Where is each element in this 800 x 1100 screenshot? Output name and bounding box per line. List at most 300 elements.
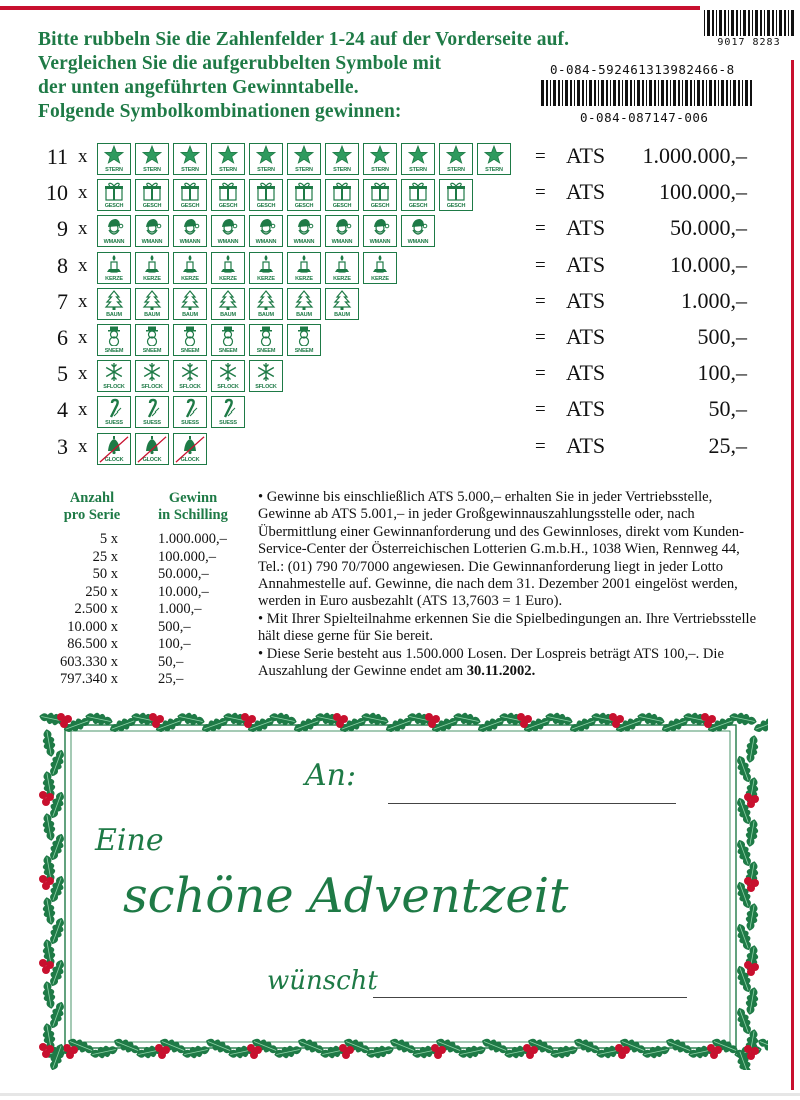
symbol-label: SFLOCK	[103, 384, 125, 391]
symbol-box	[211, 324, 245, 356]
gewinn-cell: 50.000,–	[158, 566, 209, 582]
symbol-label: WMANN	[179, 239, 201, 246]
symbol-box	[287, 215, 321, 247]
symbol-box	[135, 288, 169, 320]
symbol-label: GESCH	[142, 203, 162, 210]
to-line[interactable]	[388, 803, 676, 804]
gewinn-cell: 500,–	[158, 618, 191, 635]
symbol-label: GLOCK	[180, 456, 200, 463]
symbol-box	[97, 433, 131, 465]
symbol-label: SFLOCK	[141, 384, 163, 391]
tree-icon	[294, 290, 314, 310]
star-icon	[104, 145, 124, 165]
serial-number-bottom: 0-084-087147-006	[580, 110, 709, 125]
gift-icon	[332, 181, 352, 201]
symbol-group	[97, 143, 511, 175]
symbol-box	[211, 396, 245, 428]
terms-notes	[258, 489, 768, 680]
symbol-count: 5	[57, 361, 68, 387]
note-series	[258, 646, 768, 681]
symbol-label: SUESS	[105, 420, 123, 427]
note-conditions: • Mit Ihrer Spielteilnahme erkennen Sie die Spielbedingungen an. Ihre Vertriebsstelle hält diese gerne für Sie bereit.	[258, 610, 757, 645]
candy-cane-icon	[218, 398, 238, 418]
snowman-icon	[218, 326, 238, 346]
table-row	[40, 636, 240, 654]
symbol-label: WMANN	[255, 239, 277, 246]
instruction-line-2: Vergleichen Sie die aufgerubbelten Symbole mit	[38, 53, 442, 74]
candy-cane-icon	[180, 398, 200, 418]
symbol-label: GLOCK	[142, 456, 162, 463]
currency-label: ATS	[566, 360, 606, 386]
symbol-label: STERN	[257, 167, 275, 173]
eine-text: Eine	[95, 823, 164, 858]
snowman-icon	[294, 326, 314, 346]
top-red-edge	[0, 6, 700, 10]
equals-sign: =	[535, 290, 546, 312]
symbol-box	[173, 252, 207, 284]
symbol-label: SFLOCK	[179, 384, 201, 391]
times-sign: x	[78, 146, 88, 167]
symbol-label: GESCH	[218, 203, 238, 210]
prize-amount: 50.000,–	[670, 215, 747, 241]
table-row	[40, 654, 240, 672]
symbol-box	[249, 360, 283, 392]
snowman-icon	[256, 326, 276, 346]
symbol-label: WMANN	[141, 239, 163, 246]
tree-icon	[180, 290, 200, 310]
equals-sign: =	[535, 218, 546, 240]
santa-icon	[142, 217, 162, 237]
gewinn-cell: 10.000,–	[158, 583, 209, 600]
symbol-label: GESCH	[408, 203, 428, 210]
symbol-label: GESCH	[256, 203, 276, 210]
symbol-label: KERZE	[295, 275, 313, 282]
symbol-label: SNEEM	[218, 348, 238, 354]
santa-icon	[104, 217, 124, 237]
gewinn-cell: 100.000,–	[158, 548, 216, 565]
prize-amount: 500,–	[697, 324, 747, 349]
symbol-group	[97, 252, 397, 284]
santa-icon	[332, 217, 352, 237]
from-label: wünscht	[267, 966, 378, 996]
times-sign: x	[78, 435, 88, 457]
candy-cane-icon	[142, 398, 162, 418]
note-payout: • Gewinne bis einschließlich ATS 5.000,– erhalten Sie in jeder Vertriebsstelle, Gewinne ab ATS 5.001,– in jeder Großgewinnauszahlungsstelle oder, nach Übermittlung einer Gewinnanforderung und des Gewinnloses, direkt vom Kunden-Service-Center der Österreichischen Lotterien G.m.b.H., 1038 Wien, Rennweg 44, Tel.: (01) 790 70/7000 angewiesen. Die Gewinnanforderung liegt in jeder Lotto Annahmestelle auf. Gewinne, die nach dem 31. Dezember 2001 eingelöst werden, werden in Euro ausbezahlt (ATS 13,7603 = 1 Euro).	[258, 489, 744, 610]
symbol-count: 9	[57, 216, 68, 242]
candle-icon	[104, 254, 124, 274]
symbol-label: BAUM	[106, 311, 122, 318]
table-row	[40, 531, 240, 549]
snowflake-icon	[104, 362, 124, 382]
symbol-label: KERZE	[143, 275, 161, 282]
symbol-label: STERN	[181, 167, 199, 173]
times-sign: x	[78, 218, 88, 240]
gewinn-cell: 50,–	[158, 653, 184, 670]
symbol-box	[249, 143, 283, 175]
santa-icon	[294, 217, 314, 237]
currency-label: ATS	[566, 215, 606, 241]
anzahl-cell: 25 x	[92, 548, 118, 565]
symbol-group	[97, 288, 359, 320]
tree-icon	[104, 290, 124, 310]
symbol-label: STERN	[143, 167, 161, 173]
currency-label: ATS	[566, 179, 606, 205]
symbol-label: GESCH	[180, 203, 200, 210]
symbol-label: WMANN	[407, 239, 429, 246]
times-sign: x	[78, 327, 88, 348]
star-icon	[446, 145, 466, 165]
symbol-box	[135, 433, 169, 465]
prize-row	[0, 324, 800, 360]
snowflake-icon	[218, 362, 238, 382]
symbol-box	[325, 143, 359, 175]
table-row	[40, 549, 240, 567]
equals-sign: =	[535, 254, 546, 276]
symbol-label: SNEEM	[294, 348, 314, 354]
barcode-number: 9017 8283	[717, 37, 781, 48]
symbol-box	[135, 324, 169, 356]
tree-icon	[256, 290, 276, 310]
symbol-box	[287, 179, 321, 211]
symbol-label: WMANN	[369, 239, 391, 246]
anzahl-cell: 2.500 x	[74, 601, 118, 617]
symbol-box	[363, 215, 397, 247]
currency-label: ATS	[566, 287, 606, 313]
symbol-label: STERN	[447, 167, 465, 173]
symbol-box	[135, 215, 169, 247]
star-icon	[256, 145, 276, 165]
tree-icon	[218, 290, 238, 310]
snowman-icon	[104, 326, 124, 346]
symbol-box	[135, 396, 169, 428]
anzahl-cell: 86.500 x	[67, 636, 118, 652]
symbol-box	[325, 215, 359, 247]
symbol-label: WMANN	[103, 239, 125, 246]
prize-amount: 10.000,–	[670, 251, 747, 277]
table-row	[40, 566, 240, 584]
barcode-middle-icon	[540, 80, 755, 106]
symbol-label: KERZE	[257, 275, 275, 282]
prize-amount: 1.000.000,–	[642, 143, 747, 168]
times-sign: x	[78, 182, 88, 204]
table-header-gewinn	[143, 490, 243, 524]
star-icon	[142, 145, 162, 165]
snowflake-icon	[256, 362, 276, 382]
gift-icon	[104, 181, 124, 201]
header-gewinn: Gewinn	[168, 490, 218, 506]
star-icon	[294, 145, 314, 165]
symbol-count: 10	[46, 180, 68, 206]
symbol-label: BAUM	[334, 311, 350, 318]
symbol-label: STERN	[333, 167, 351, 173]
header-in-schilling: in Schilling	[158, 507, 228, 523]
symbol-label: STERN	[219, 167, 237, 173]
santa-icon	[408, 217, 428, 237]
anzahl-cell: 250 x	[85, 583, 118, 600]
anzahl-cell: 797.340 x	[60, 671, 118, 687]
symbol-group	[97, 215, 435, 247]
anzahl-cell: 603.330 x	[60, 653, 118, 670]
symbol-box	[173, 143, 207, 175]
santa-icon	[256, 217, 276, 237]
equals-sign: =	[535, 146, 546, 167]
santa-icon	[218, 217, 238, 237]
symbol-box	[211, 252, 245, 284]
symbol-box	[287, 252, 321, 284]
symbol-count: 4	[57, 397, 68, 423]
symbol-box	[477, 143, 511, 175]
symbol-box	[173, 288, 207, 320]
instruction-line-4: Folgende Symbolkombinationen gewinnen:	[38, 101, 402, 122]
symbol-box	[401, 143, 435, 175]
symbol-label: GESCH	[370, 203, 390, 210]
star-icon	[218, 145, 238, 165]
from-line[interactable]	[373, 997, 687, 998]
barcode-top-icon	[703, 10, 795, 36]
table-row	[40, 671, 240, 689]
gift-icon	[256, 181, 276, 201]
symbol-box	[401, 215, 435, 247]
symbol-box	[363, 143, 397, 175]
symbol-box	[249, 288, 283, 320]
symbol-box	[97, 288, 131, 320]
symbol-label: STERN	[409, 167, 427, 173]
symbol-label: KERZE	[371, 275, 389, 282]
symbol-label: KERZE	[105, 275, 123, 282]
symbol-label: SNEEM	[256, 348, 276, 354]
symbol-label: GESCH	[104, 203, 124, 210]
symbol-label: SUESS	[181, 420, 199, 427]
symbol-box	[97, 143, 131, 175]
symbol-count: 3	[57, 433, 68, 459]
to-label: An:	[305, 758, 357, 793]
symbol-count: 7	[57, 288, 68, 314]
greeting-text: schöne Adventzeit	[123, 868, 569, 924]
symbol-label: KERZE	[219, 275, 237, 282]
snowman-icon	[180, 326, 200, 346]
symbol-box	[363, 179, 397, 211]
symbol-label: KERZE	[181, 275, 199, 282]
symbol-box	[211, 360, 245, 392]
symbol-box	[97, 324, 131, 356]
prize-row	[0, 252, 800, 288]
candle-icon	[332, 254, 352, 274]
table-row	[40, 619, 240, 637]
currency-label: ATS	[566, 251, 606, 277]
symbol-group	[97, 324, 321, 356]
star-icon	[332, 145, 352, 165]
symbol-box	[135, 179, 169, 211]
symbol-label: GLOCK	[104, 456, 124, 463]
symbol-box	[325, 252, 359, 284]
candle-icon	[142, 254, 162, 274]
symbol-label: KERZE	[333, 275, 351, 282]
symbol-group	[97, 433, 207, 465]
symbol-label: STERN	[485, 167, 503, 173]
instruction-line-3: der unten angeführten Gewinntabelle.	[38, 77, 359, 98]
tree-icon	[142, 290, 162, 310]
times-sign: x	[78, 290, 88, 312]
prize-row	[0, 360, 800, 396]
symbol-label: WMANN	[217, 239, 239, 246]
symbol-box	[97, 179, 131, 211]
symbol-label: GESCH	[446, 203, 466, 210]
symbol-label: GESCH	[332, 203, 352, 210]
symbol-box	[211, 288, 245, 320]
symbol-box	[401, 179, 435, 211]
candle-icon	[218, 254, 238, 274]
gewinn-cell: 25,–	[158, 671, 184, 687]
currency-label: ATS	[566, 396, 606, 422]
star-icon	[484, 145, 504, 165]
symbol-label: BAUM	[182, 311, 198, 318]
symbol-count: 8	[57, 252, 68, 278]
santa-icon	[180, 217, 200, 237]
anzahl-cell: 5 x	[99, 531, 118, 547]
prize-amount: 100.000,–	[659, 179, 747, 205]
symbol-label: SNEEM	[104, 348, 124, 354]
star-icon	[370, 145, 390, 165]
equals-sign: =	[535, 363, 546, 385]
candle-icon	[294, 254, 314, 274]
symbol-box	[287, 143, 321, 175]
symbol-label: STERN	[295, 167, 313, 173]
symbol-box	[173, 179, 207, 211]
snowflake-icon	[180, 362, 200, 382]
symbol-label: SNEEM	[142, 348, 162, 354]
currency-label: ATS	[566, 432, 606, 458]
symbol-label: SUESS	[143, 420, 161, 427]
gift-icon	[370, 181, 390, 201]
header-anzahl: Anzahl	[69, 490, 115, 506]
gift-icon	[142, 181, 162, 201]
equals-sign: =	[535, 435, 546, 457]
symbol-label: BAUM	[258, 311, 274, 318]
times-sign: x	[78, 399, 88, 421]
symbol-box	[287, 288, 321, 320]
symbol-label: GESCH	[294, 203, 314, 210]
symbol-box	[135, 143, 169, 175]
times-sign: x	[78, 363, 88, 385]
symbol-label: SFLOCK	[217, 384, 239, 391]
equals-sign: =	[535, 327, 546, 348]
prize-amount: 100,–	[697, 360, 747, 386]
anzahl-cell: 10.000 x	[67, 618, 118, 635]
serial-number-top: 0-084-592461313982466-8	[550, 62, 735, 77]
star-icon	[408, 145, 428, 165]
symbol-label: STERN	[105, 167, 123, 173]
gift-icon	[180, 181, 200, 201]
anzahl-cell: 50 x	[92, 566, 118, 582]
symbol-box	[97, 252, 131, 284]
symbol-box	[97, 396, 131, 428]
gewinn-cell: 100,–	[158, 636, 191, 652]
table-row	[40, 584, 240, 602]
symbol-group	[97, 179, 473, 211]
prize-amount: 1.000,–	[681, 287, 747, 313]
symbol-box	[173, 360, 207, 392]
times-sign: x	[78, 254, 88, 276]
note-series-date: 30.11.2002.	[466, 663, 536, 680]
symbol-label: STERN	[371, 167, 389, 173]
candle-icon	[370, 254, 390, 274]
candle-icon	[256, 254, 276, 274]
symbol-count: 6	[57, 325, 68, 350]
symbol-box	[249, 179, 283, 211]
gift-icon	[408, 181, 428, 201]
symbol-label: BAUM	[144, 311, 160, 318]
statistics-table	[40, 531, 240, 689]
symbol-box	[173, 433, 207, 465]
symbol-box	[249, 215, 283, 247]
symbol-box	[249, 324, 283, 356]
gewinn-cell: 1.000,–	[158, 601, 202, 617]
symbol-label: WMANN	[293, 239, 315, 246]
prize-row	[0, 179, 800, 215]
equals-sign: =	[535, 182, 546, 204]
star-icon	[180, 145, 200, 165]
symbol-box	[439, 143, 473, 175]
gift-icon	[446, 181, 466, 201]
prize-row	[0, 433, 800, 469]
instructions-header	[38, 28, 598, 124]
symbol-group	[97, 396, 245, 428]
symbol-box	[135, 252, 169, 284]
symbol-box	[287, 324, 321, 356]
symbol-box	[249, 252, 283, 284]
symbol-label: SUESS	[219, 420, 237, 427]
gift-icon	[218, 181, 238, 201]
prize-row	[0, 396, 800, 432]
symbol-box	[325, 179, 359, 211]
symbol-box	[97, 360, 131, 392]
header-pro-serie: pro Serie	[63, 507, 121, 523]
prize-amount: 25,–	[708, 432, 747, 458]
tree-icon	[332, 290, 352, 310]
currency-label: ATS	[566, 324, 606, 349]
prize-row	[0, 215, 800, 251]
candy-cane-icon	[104, 398, 124, 418]
instruction-line-1: Bitte rubbeln Sie die Zahlenfelder 1-24 auf der Vorderseite auf.	[38, 29, 570, 50]
candle-icon	[180, 254, 200, 274]
table-header-anzahl	[52, 490, 132, 524]
gewinn-cell: 1.000.000,–	[158, 531, 227, 547]
symbol-label: SNEEM	[180, 348, 200, 354]
symbol-label: WMANN	[331, 239, 353, 246]
bottom-edge	[0, 1093, 800, 1096]
symbol-box	[211, 215, 245, 247]
equals-sign: =	[535, 399, 546, 421]
snowflake-icon	[142, 362, 162, 382]
symbol-label: BAUM	[220, 311, 236, 318]
symbol-box	[173, 396, 207, 428]
symbol-box	[325, 288, 359, 320]
currency-label: ATS	[566, 143, 606, 168]
symbol-label: SFLOCK	[255, 384, 277, 391]
prize-row	[0, 143, 800, 179]
symbol-box	[173, 215, 207, 247]
note-series-text: • Diese Serie besteht aus 1.500.000 Losen. Der Lospreis beträgt ATS 100,–. Die Auszahlung der Gewinne endet am	[258, 645, 724, 680]
symbol-label: BAUM	[296, 311, 312, 318]
prize-row	[0, 288, 800, 324]
symbol-box	[97, 215, 131, 247]
santa-icon	[370, 217, 390, 237]
prize-amount: 50,–	[708, 396, 747, 422]
symbol-box	[173, 324, 207, 356]
symbol-count: 11	[46, 144, 68, 169]
symbol-group	[97, 360, 283, 392]
gift-icon	[294, 181, 314, 201]
